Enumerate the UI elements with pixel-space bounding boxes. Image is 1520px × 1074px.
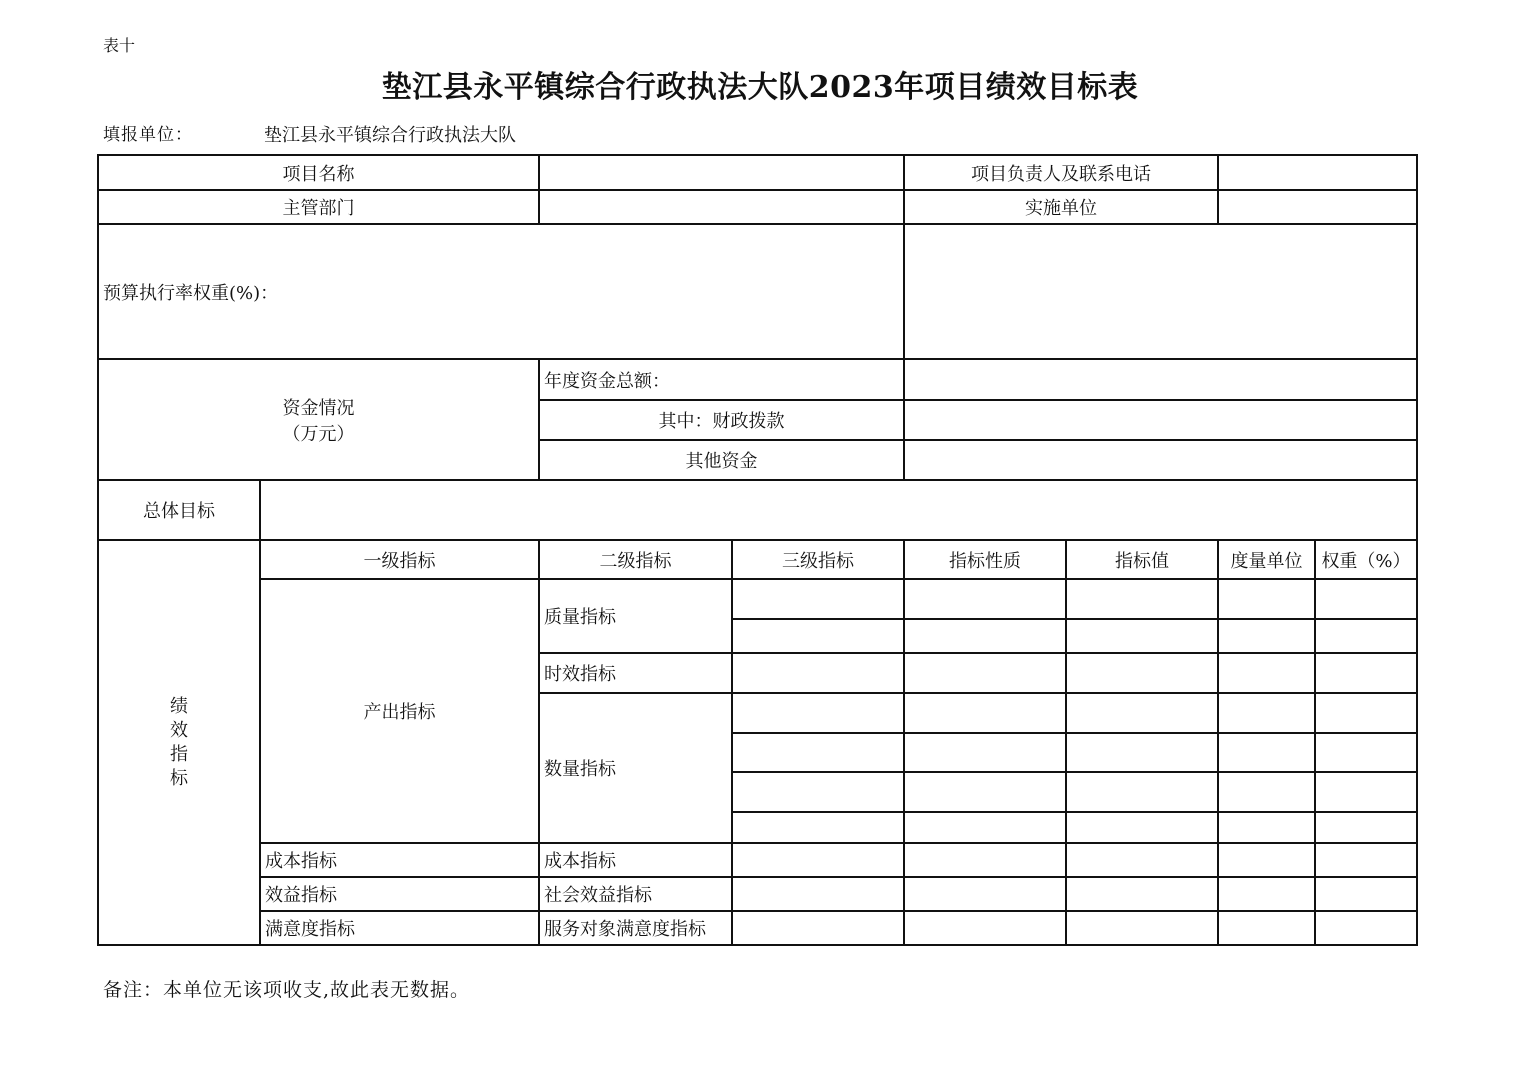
table-cell bbox=[904, 579, 1066, 619]
funds-label-line1: 资金情况 bbox=[282, 397, 355, 419]
table-cell bbox=[1315, 579, 1417, 619]
table-cell bbox=[1218, 843, 1315, 877]
budget-execution-rate-label: 预算执行率权重(%)： bbox=[98, 224, 904, 359]
table-cell bbox=[904, 619, 1066, 653]
table-cell bbox=[904, 693, 1066, 733]
table-cell bbox=[904, 843, 1066, 877]
table-cell bbox=[1066, 693, 1218, 733]
table-cell bbox=[904, 733, 1066, 772]
other-funds-label: 其他资金 bbox=[539, 440, 904, 480]
table-cell bbox=[732, 812, 904, 843]
table-cell bbox=[1315, 733, 1417, 772]
table-cell bbox=[1066, 619, 1218, 653]
col-header-weight: 权重（%） bbox=[1315, 540, 1417, 579]
table-cell bbox=[1218, 877, 1315, 911]
implementing-unit-label: 实施单位 bbox=[904, 190, 1218, 224]
table-number: 表十 bbox=[103, 36, 136, 55]
table-cell bbox=[1066, 653, 1218, 693]
table-cell bbox=[1315, 877, 1417, 911]
output-indicator-label: 产出指标 bbox=[260, 579, 539, 843]
table-cell bbox=[1315, 812, 1417, 843]
vertical-char: 效 bbox=[170, 719, 188, 741]
table-cell bbox=[1066, 843, 1218, 877]
fiscal-allocation-label: 其中：财政拨款 bbox=[539, 400, 904, 440]
implementing-unit-value bbox=[1218, 190, 1417, 224]
table-cell bbox=[1315, 653, 1417, 693]
overall-goal-value bbox=[260, 480, 1417, 540]
timeliness-indicator-label: 时效指标 bbox=[539, 653, 732, 693]
table-cell bbox=[732, 772, 904, 812]
table-cell bbox=[1315, 619, 1417, 653]
table-cell bbox=[732, 653, 904, 693]
project-name-label: 项目名称 bbox=[98, 155, 539, 190]
satisfaction-indicator-l1-label: 满意度指标 bbox=[260, 911, 539, 945]
table-cell bbox=[1218, 579, 1315, 619]
col-header-level1: 一级指标 bbox=[260, 540, 539, 579]
department-value bbox=[539, 190, 904, 224]
leader-contact-label: 项目负责人及联系电话 bbox=[904, 155, 1218, 190]
table-cell bbox=[904, 911, 1066, 945]
table-cell bbox=[904, 812, 1066, 843]
fill-unit-value: 垫江县永平镇综合行政执法大队 bbox=[264, 125, 516, 146]
table-cell bbox=[904, 877, 1066, 911]
annual-funds-total-label: 年度资金总额： bbox=[539, 359, 904, 400]
table-cell bbox=[1218, 619, 1315, 653]
funds-label bbox=[98, 359, 539, 480]
page-title: 垫江县永平镇综合行政执法大队2023年项目绩效目标表 bbox=[381, 70, 1139, 105]
table-cell bbox=[1066, 579, 1218, 619]
table-cell bbox=[1066, 772, 1218, 812]
table-cell bbox=[1218, 911, 1315, 945]
table-cell bbox=[1066, 877, 1218, 911]
cost-indicator-l1-label: 成本指标 bbox=[260, 843, 539, 877]
fiscal-allocation-value bbox=[904, 400, 1417, 440]
col-header-unit: 度量单位 bbox=[1218, 540, 1315, 579]
col-header-nature: 指标性质 bbox=[904, 540, 1066, 579]
vertical-char: 指 bbox=[170, 743, 188, 765]
performance-indicators-label bbox=[98, 540, 260, 945]
table-cell bbox=[904, 772, 1066, 812]
funds-label-line2: （万元） bbox=[282, 423, 355, 445]
project-name-value bbox=[539, 155, 904, 190]
other-funds-value bbox=[904, 440, 1417, 480]
performance-goal-table bbox=[97, 154, 1418, 946]
table-cell bbox=[1218, 693, 1315, 733]
benefit-indicator-l1-label: 效益指标 bbox=[260, 877, 539, 911]
table-cell bbox=[1315, 911, 1417, 945]
table-cell bbox=[1218, 772, 1315, 812]
satisfaction-indicator-l2-label: 服务对象满意度指标 bbox=[539, 911, 732, 945]
table-cell bbox=[1066, 812, 1218, 843]
quantity-indicator-label: 数量指标 bbox=[539, 693, 732, 843]
table-cell bbox=[732, 877, 904, 911]
col-header-value: 指标值 bbox=[1066, 540, 1218, 579]
quality-indicator-label: 质量指标 bbox=[539, 579, 732, 653]
leader-contact-value bbox=[1218, 155, 1417, 190]
benefit-indicator-l2-label: 社会效益指标 bbox=[539, 877, 732, 911]
table-cell bbox=[1218, 653, 1315, 693]
table-cell bbox=[1066, 911, 1218, 945]
cost-indicator-l2-label: 成本指标 bbox=[539, 843, 732, 877]
table-cell bbox=[1315, 772, 1417, 812]
col-header-level3: 三级指标 bbox=[732, 540, 904, 579]
table-cell bbox=[732, 843, 904, 877]
vertical-char: 绩 bbox=[170, 695, 188, 717]
overall-goal-label: 总体目标 bbox=[98, 480, 260, 540]
table-cell bbox=[1066, 733, 1218, 772]
table-cell bbox=[1218, 812, 1315, 843]
col-header-level2: 二级指标 bbox=[539, 540, 732, 579]
vertical-char: 标 bbox=[170, 767, 188, 789]
budget-execution-rate-value bbox=[904, 224, 1417, 359]
annual-funds-total-value bbox=[904, 359, 1417, 400]
department-label: 主管部门 bbox=[98, 190, 539, 224]
table-cell bbox=[1315, 693, 1417, 733]
table-cell bbox=[1315, 843, 1417, 877]
table-cell bbox=[904, 653, 1066, 693]
table-cell bbox=[732, 733, 904, 772]
table-cell bbox=[732, 911, 904, 945]
table-cell bbox=[732, 579, 904, 619]
fill-unit-label: 填报单位： bbox=[103, 125, 193, 145]
table-cell bbox=[1218, 733, 1315, 772]
remark-note: 备注：本单位无该项收支,故此表无数据。 bbox=[103, 979, 471, 1001]
table-cell bbox=[732, 693, 904, 733]
table-cell bbox=[732, 619, 904, 653]
